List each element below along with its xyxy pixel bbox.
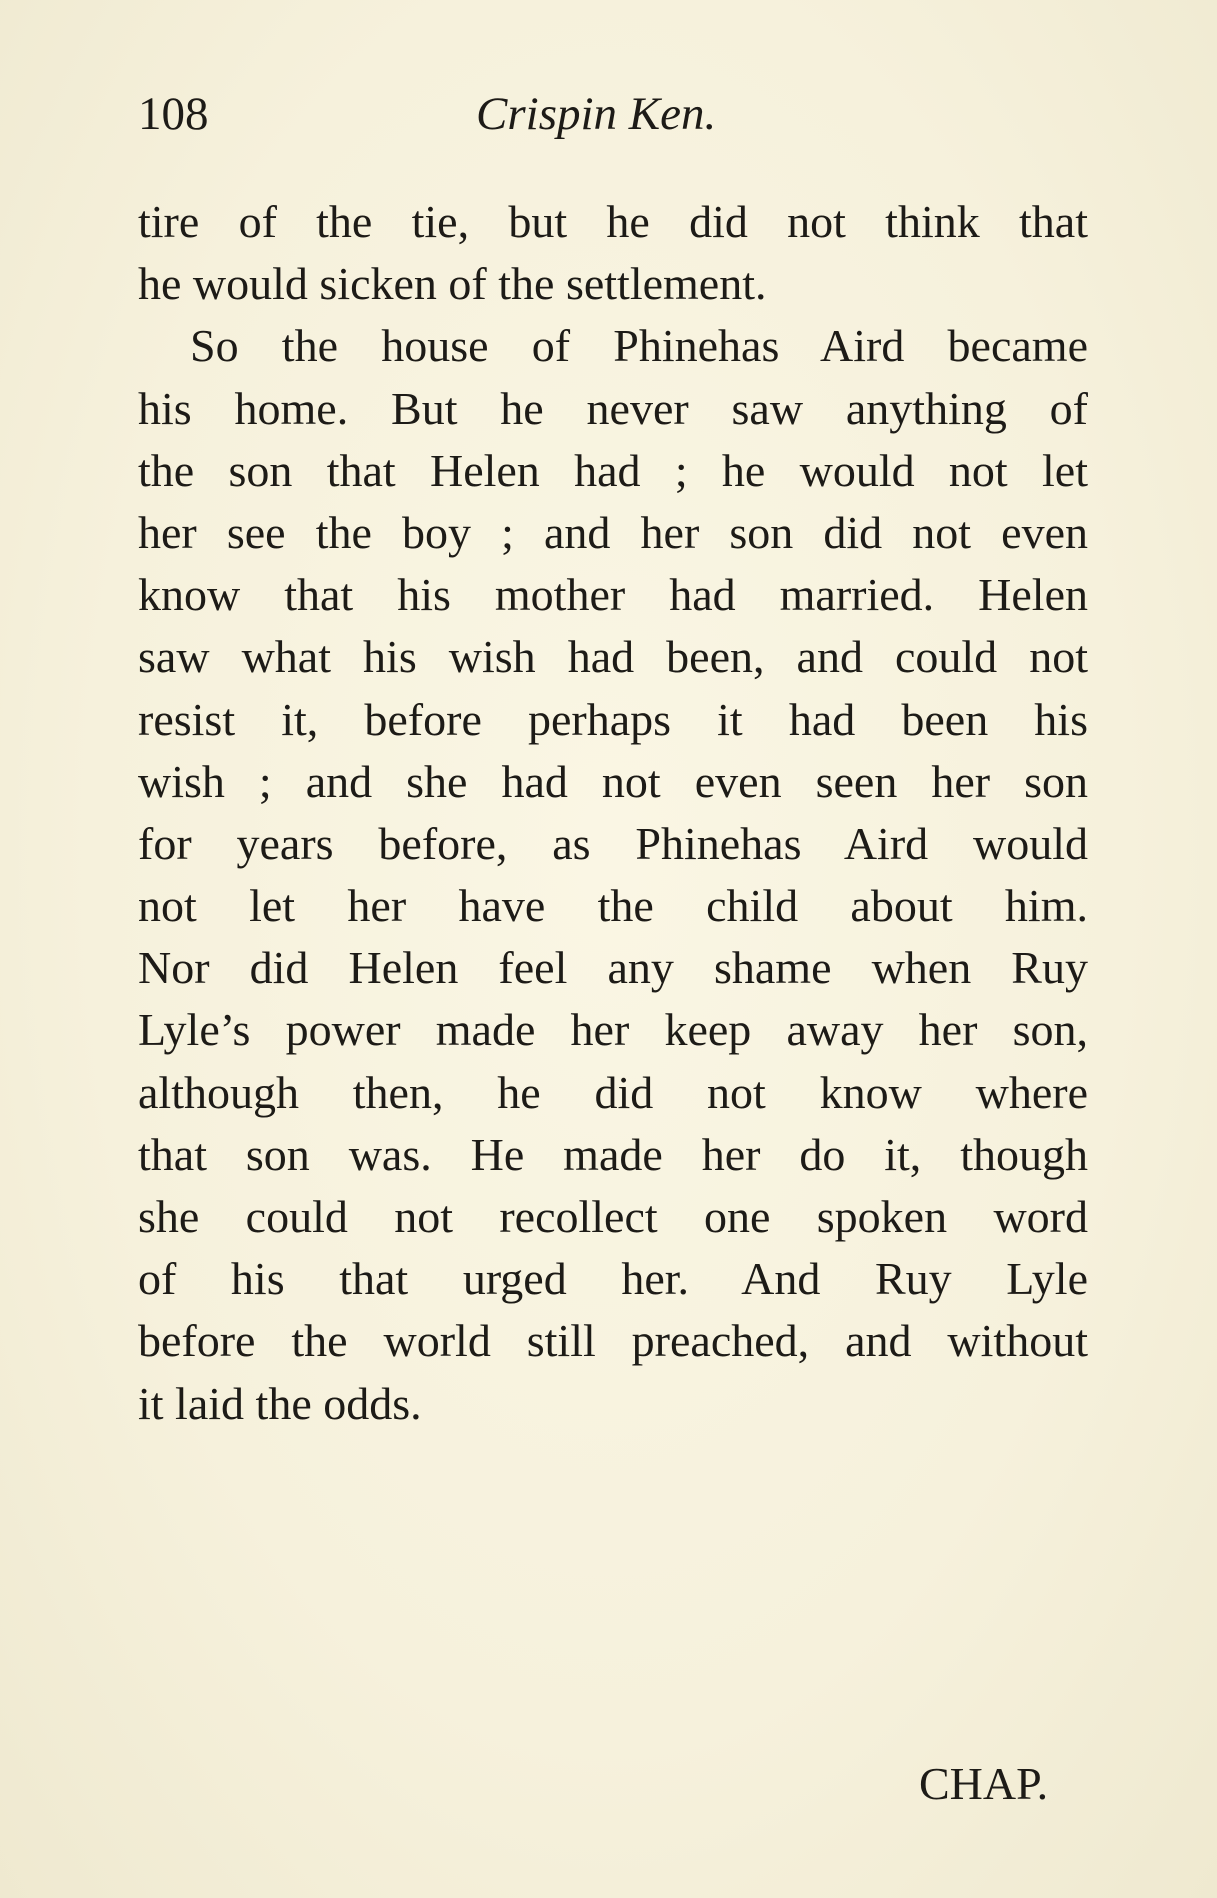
text-line: she could not recollect one spoken word <box>138 1191 1088 1242</box>
text-line: tire of the tie, but he did not think that <box>138 196 1088 247</box>
text-line: the son that Helen had ; he would not let <box>138 444 1088 496</box>
catchword: CHAP. <box>919 1758 1049 1809</box>
text-line: wish ; and she had not even seen her son <box>138 755 1088 807</box>
text-line: his home. But he never saw anything of <box>138 382 1088 434</box>
text-line: know that his mother had married. Helen <box>138 569 1088 621</box>
text-line: it laid the odds. <box>138 1377 422 1429</box>
text-line: of his that urged her. And Ruy Lyle <box>138 1253 1088 1305</box>
text-line: resist it, before perhaps it had been his <box>138 693 1088 745</box>
text-line: for years before, as Phinehas Aird would <box>138 817 1088 869</box>
text-line: Lyle’s power made her keep away her son, <box>138 1004 1088 1056</box>
text-line: he would sicken of the settlement. <box>138 258 767 310</box>
text-line: before the world still preached, and without <box>138 1315 1088 1367</box>
text-line: her see the boy ; and her son did not even <box>138 506 1088 558</box>
page-number: 108 <box>138 88 209 140</box>
running-title: Crispin Ken. <box>476 88 717 140</box>
text-line: saw what his wish had been, and could not <box>138 631 1088 683</box>
text-line: although then, he did not know where <box>138 1066 1088 1118</box>
text-line: Nor did Helen feel any shame when Ruy <box>138 942 1088 994</box>
running-head <box>138 84 1088 144</box>
text-line: So the house of Phinehas Aird became <box>190 320 1088 372</box>
text-line: that son was. He made her do it, though <box>138 1128 1088 1180</box>
text-line: not let her have the child about him. <box>138 880 1088 932</box>
body-text <box>138 191 1088 1435</box>
